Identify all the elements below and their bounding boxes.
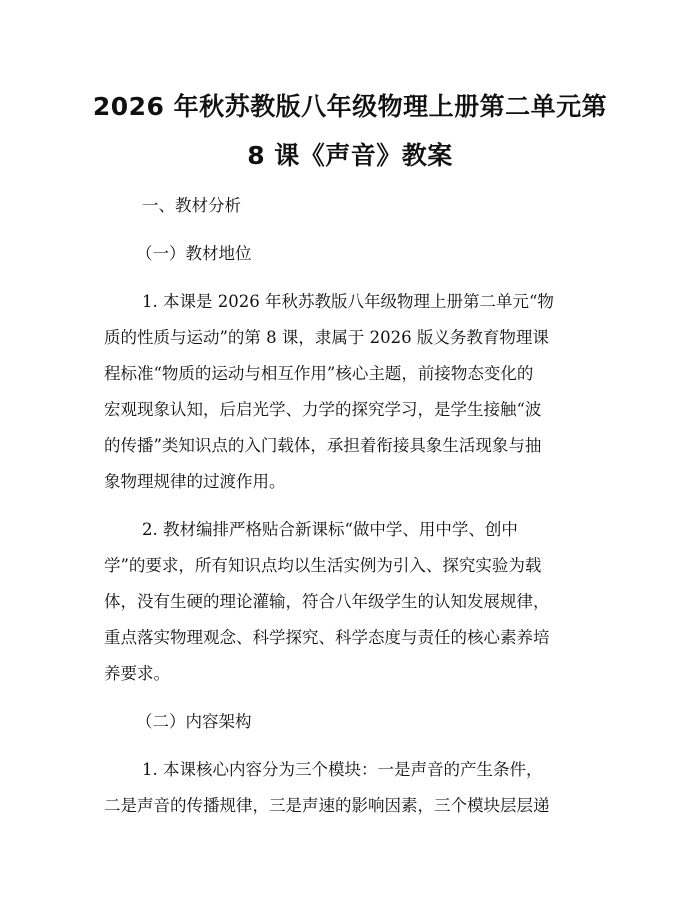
paragraph-3-line: 二是声音的传播规律，三是声速的影响因素，三个模块层层递 xyxy=(104,796,550,815)
paragraph-2-line: 2. 教材编排严格贴合新课标“做中学、用中学、创中 xyxy=(142,520,518,539)
paragraph-2-line: 体，没有生硬的理论灌输，符合八年级学生的认知发展规律， xyxy=(104,592,550,611)
subsection-heading-content-structure: （二）内容架构 xyxy=(136,712,252,731)
paragraph-2-line: 重点落实物理观念、科学探究、科学态度与责任的核心素养培 xyxy=(104,628,550,647)
document-title-line-1: 2026 年秋苏教版八年级物理上册第二单元第 xyxy=(92,92,608,121)
paragraph-2-line: 学”的要求，所有知识点均以生活实例为引入、探究实验为载 xyxy=(104,556,542,575)
paragraph-1-line: 质的性质与运动”的第 8 课，隶属于 2026 版义务教育物理课 xyxy=(104,328,549,347)
paragraph-1-line: 象物理规律的过渡作用。 xyxy=(104,472,286,491)
paragraph-3-line: 1. 本课核心内容分为三个模块：一是声音的产生条件， xyxy=(142,760,543,779)
subsection-heading-textbook-status: （一）教材地位 xyxy=(136,244,252,263)
section-heading-textbook-analysis: 一、教材分析 xyxy=(142,196,241,215)
paragraph-1-line: 宏观现象认知，后启光学、力学的探究学习，是学生接触“波 xyxy=(104,400,542,419)
document-title-line-2: 8 课《声音》教案 xyxy=(247,141,453,170)
paragraph-1-line: 程标准“物质的运动与相互作用”核心主题，前接物态变化的 xyxy=(104,364,534,383)
paragraph-1-line: 1. 本课是 2026 年秋苏教版八年级物理上册第二单元“物 xyxy=(142,292,554,311)
paragraph-1-line: 的传播”类知识点的入门载体，承担着衔接具象生活现象与抽 xyxy=(104,436,542,455)
paragraph-2-line: 养要求。 xyxy=(104,664,170,683)
